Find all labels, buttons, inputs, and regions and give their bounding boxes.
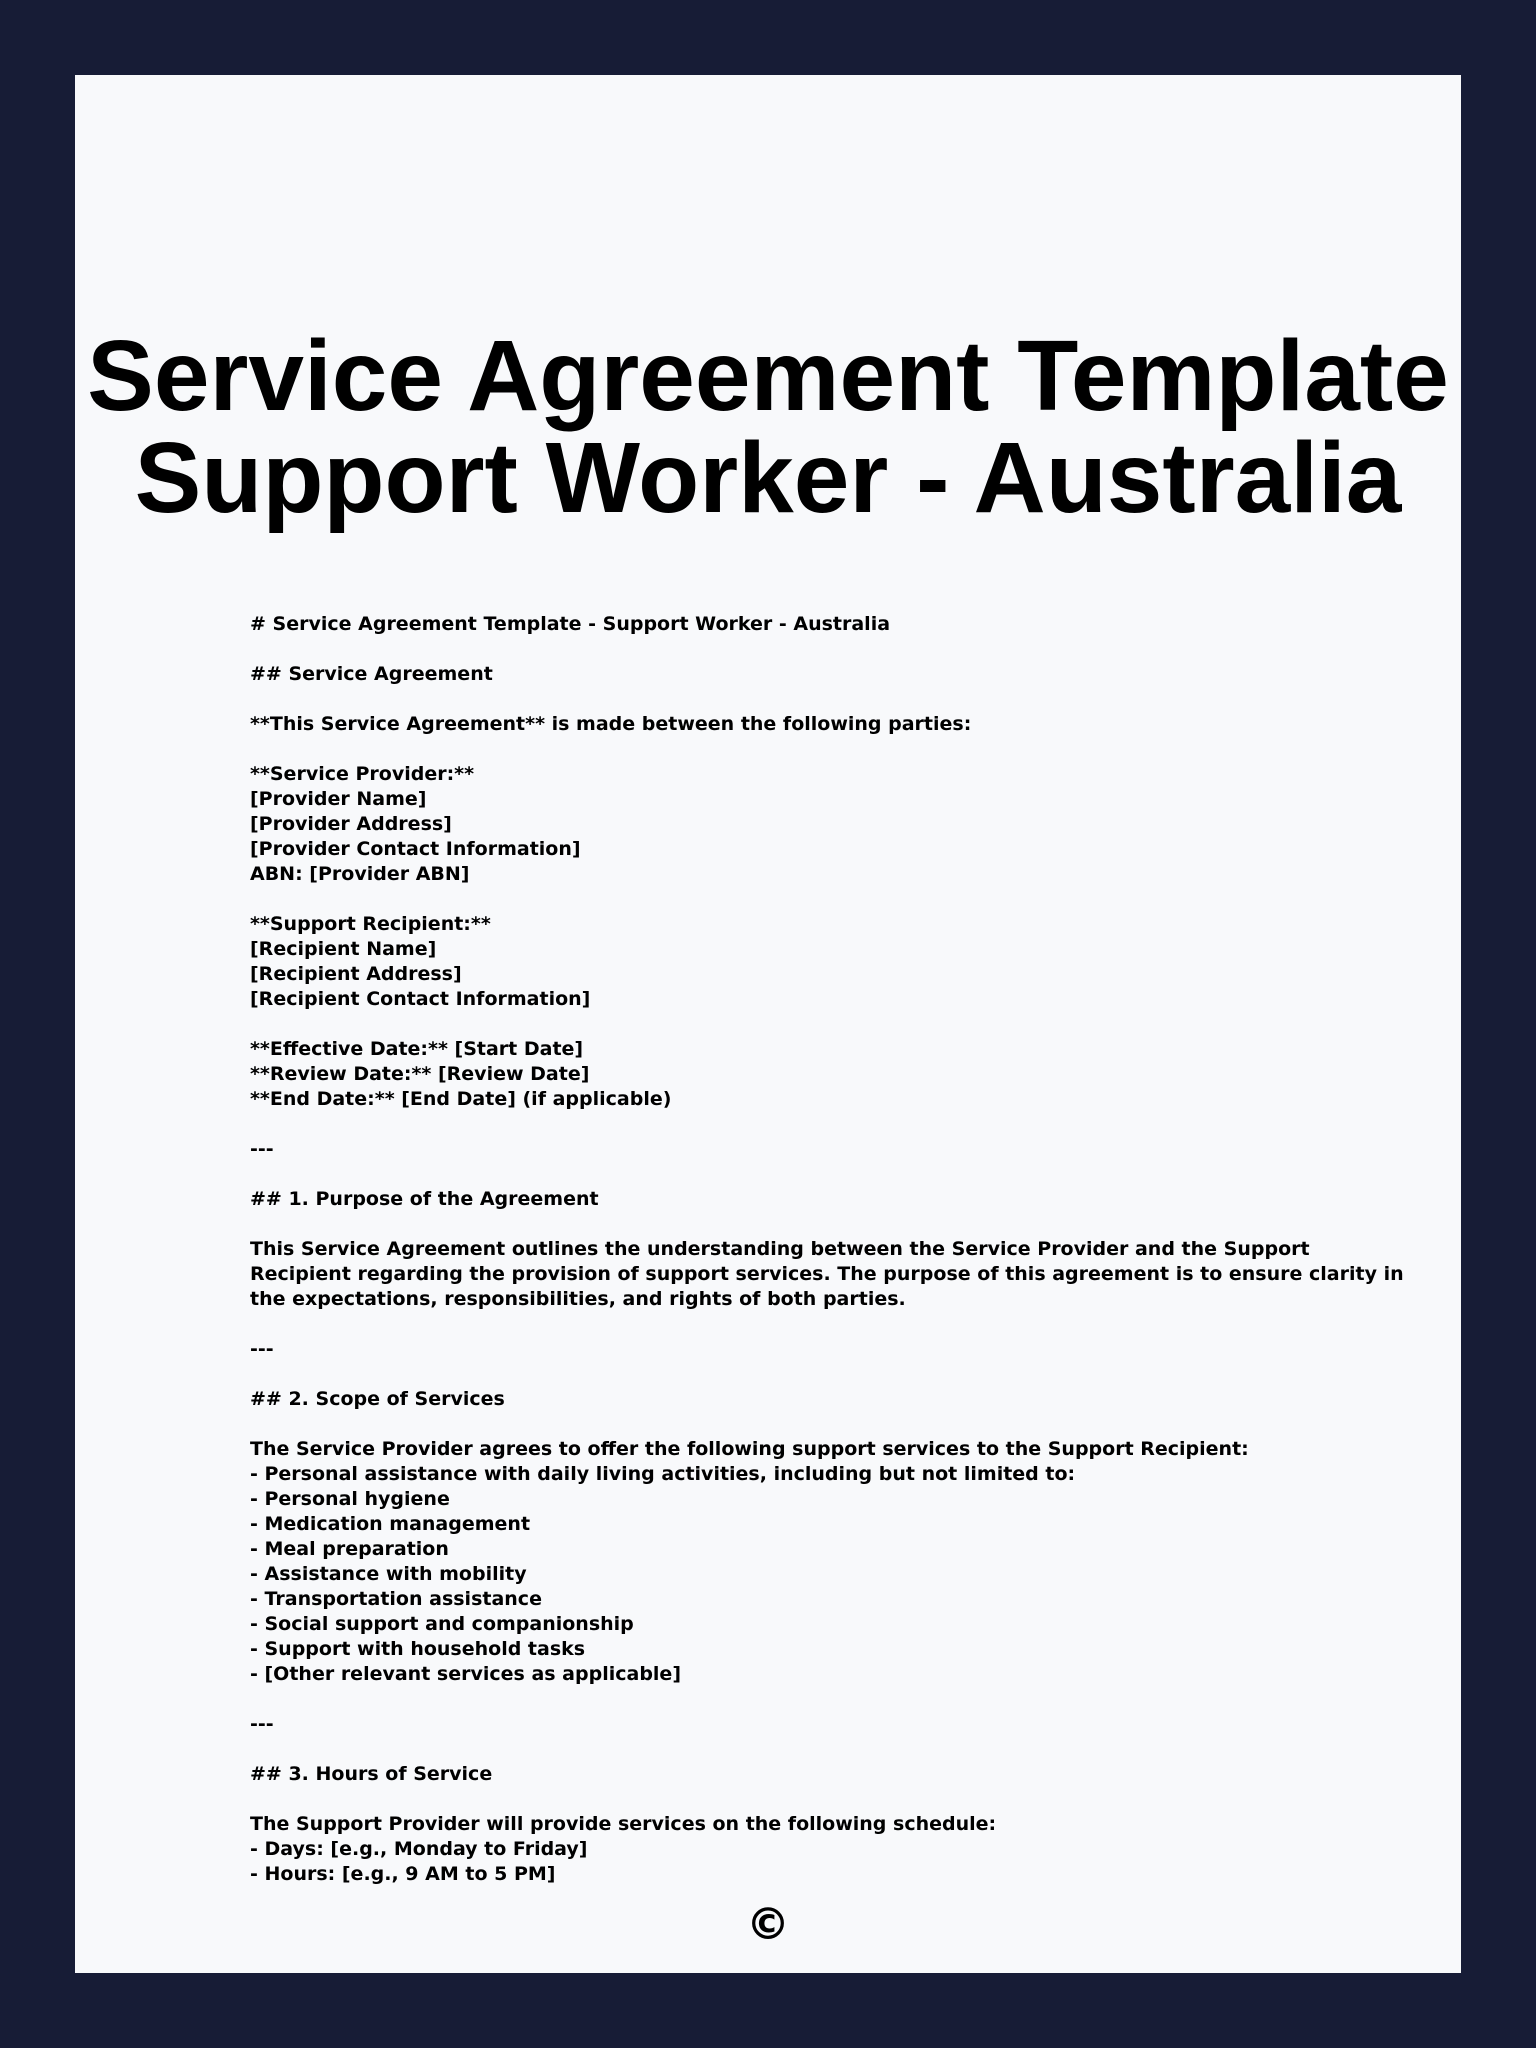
document-page (75, 75, 1461, 1973)
blank-line (250, 1212, 1350, 1237)
title-line-1: Service Agreement Template (87, 320, 1449, 432)
document-line: [Recipient Address] (250, 963, 462, 985)
document-line: - Personal assistance with daily living activities, including but not limited to: (250, 1463, 1076, 1485)
document-line: ABN: [Provider ABN] (250, 863, 470, 885)
document-line: ## 2. Scope of Services (250, 1388, 505, 1410)
blank-line (250, 1112, 1350, 1137)
document-line: The Support Provider will provide services on the following schedule: (250, 1813, 997, 1835)
document-line: - Social support and companionship (250, 1613, 634, 1635)
blank-line (250, 1737, 1350, 1762)
document-line: - Assistance with mobility (250, 1563, 527, 1585)
document-line: - [Other relevant services as applicable] (250, 1663, 681, 1685)
document-line: the expectations, responsibilities, and rights of both parties. (250, 1288, 906, 1310)
document-line: - Support with household tasks (250, 1638, 586, 1660)
document-line: ## Service Agreement (250, 663, 493, 685)
blank-line (250, 887, 1350, 912)
document-line: **Support Recipient:** (250, 913, 491, 935)
document-line: - Meal preparation (250, 1538, 449, 1560)
title-line-2: Support Worker - Australia (134, 422, 1402, 534)
document-line: - Transportation assistance (250, 1588, 542, 1610)
blank-line (250, 1787, 1350, 1812)
horizontal-rule: --- (250, 1138, 274, 1160)
blank-line (250, 637, 1350, 662)
blank-line (250, 1162, 1350, 1187)
document-body (250, 612, 1404, 1887)
document-line: # Service Agreement Template - Support Worker - Australia (250, 613, 891, 635)
document-line: - Personal hygiene (250, 1488, 450, 1510)
document-line: **Effective Date:** [Start Date] (250, 1038, 584, 1060)
document-line: [Recipient Contact Information] (250, 988, 591, 1010)
document-line: This Service Agreement outlines the understanding between the Service Provider and the Support (250, 1238, 1310, 1260)
document-line: ## 1. Purpose of the Agreement (250, 1188, 599, 1210)
document-title (75, 320, 1461, 534)
horizontal-rule: --- (250, 1338, 274, 1360)
document-line: [Provider Name] (250, 788, 427, 810)
blank-line (250, 737, 1350, 762)
document-line: - Medication management (250, 1513, 531, 1535)
document-line: - Hours: [e.g., 9 AM to 5 PM] (250, 1863, 556, 1885)
horizontal-rule: --- (250, 1713, 274, 1735)
document-line: **Service Provider:** (250, 763, 475, 785)
document-line: Recipient regarding the provision of support services. The purpose of this agreement is to ensure clarity in (250, 1263, 1404, 1285)
document-line: **End Date:** [End Date] (if applicable) (250, 1088, 672, 1110)
document-line: [Provider Contact Information] (250, 838, 581, 860)
document-line: The Service Provider agrees to offer the following support services to the Support Recipient: (250, 1438, 1249, 1460)
document-line: ## 3. Hours of Service (250, 1763, 493, 1785)
document-line: - Days: [e.g., Monday to Friday] (250, 1838, 588, 1860)
document-line: [Recipient Name] (250, 938, 437, 960)
blank-line (250, 1312, 1350, 1337)
blank-line (250, 687, 1350, 712)
blank-line (250, 1362, 1350, 1387)
blank-line (250, 1412, 1350, 1437)
document-line: [Provider Address] (250, 813, 452, 835)
copyright-icon: © (746, 1899, 790, 1950)
blank-line (250, 1012, 1350, 1037)
document-line: **Review Date:** [Review Date] (250, 1063, 590, 1085)
document-line: **This Service Agreement** is made between the following parties: (250, 713, 972, 735)
blank-line (250, 1687, 1350, 1712)
